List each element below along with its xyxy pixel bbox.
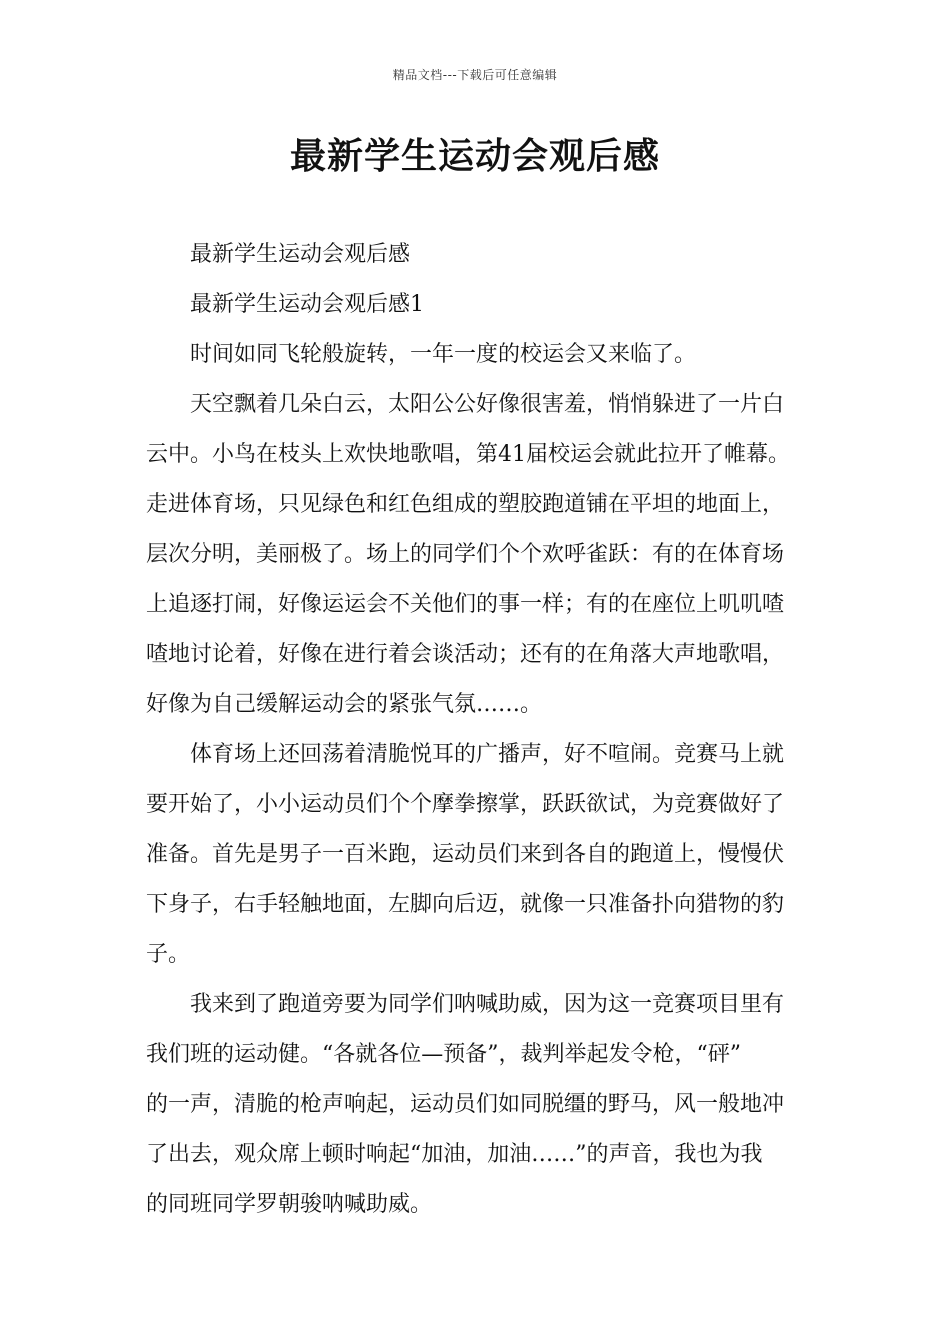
- paragraph-line: 云中。小鸟在枝头上欢快地歌唱，第41届校运会就此拉开了帷幕。: [146, 442, 790, 467]
- document-body: [146, 230, 806, 1230]
- paragraph-line: 下身子，右手轻触地面，左脚向后迈，就像一只准备扑向猎物的豹: [146, 892, 785, 917]
- paragraph-line: 了出去，观众席上顿时响起“加油，加油……”的声音，我也为我: [146, 1142, 763, 1167]
- paragraph-line: 走进体育场，只见绿色和红色组成的塑胶跑道铺在平坦的地面上，: [146, 492, 785, 517]
- paragraph-line: 的一声，清脆的枪声响起，运动员们如同脱缰的野马，风一般地冲: [146, 1092, 785, 1117]
- paragraph-line: 层次分明，美丽极了。场上的同学们个个欢呼雀跃：有的在体育场: [146, 542, 785, 567]
- paragraph-line: 好像为自己缓解运动会的紧张气氛……。: [146, 692, 543, 717]
- paragraph-line: 我来到了跑道旁要为同学们呐喊助威，因为这一竞赛项目里有: [190, 992, 785, 1017]
- paragraph-line: 的同班同学罗朝骏呐喊助威。: [146, 1192, 433, 1217]
- paragraph-line: 时间如同飞轮般旋转，一年一度的校运会又来临了。: [190, 342, 697, 367]
- paragraph-line: 准备。首先是男子一百米跑，运动员们来到各自的跑道上，慢慢伏: [146, 842, 785, 867]
- document-title: 最新学生运动会观后感: [289, 136, 660, 177]
- paragraph-line: 子。: [146, 942, 191, 967]
- paragraph-line: 我们班的运动健。“各就各位—预备”，裁判举起发令枪，“砰”: [146, 1042, 741, 1067]
- subtitle-line: 最新学生运动会观后感: [190, 242, 411, 267]
- section-heading: 最新学生运动会观后感1: [190, 292, 424, 317]
- header-note: 精品文档---下载后可任意编辑: [392, 68, 558, 82]
- paragraph-line: 要开始了，小小运动员们个个摩拳擦掌，跃跃欲试，为竞赛做好了: [146, 792, 785, 817]
- paragraph-line: 喳地讨论着，好像在进行着会谈活动；还有的在角落大声地歌唱，: [146, 642, 785, 667]
- paragraph-line: 上追逐打闹，好像运运会不关他们的事一样；有的在座位上叽叽喳: [146, 592, 785, 617]
- paragraph-line: 天空飘着几朵白云，太阳公公好像很害羞，悄悄躲进了一片白: [190, 392, 785, 417]
- paragraph-line: 体育场上还回荡着清脆悦耳的广播声，好不喧闹。竞赛马上就: [190, 742, 785, 767]
